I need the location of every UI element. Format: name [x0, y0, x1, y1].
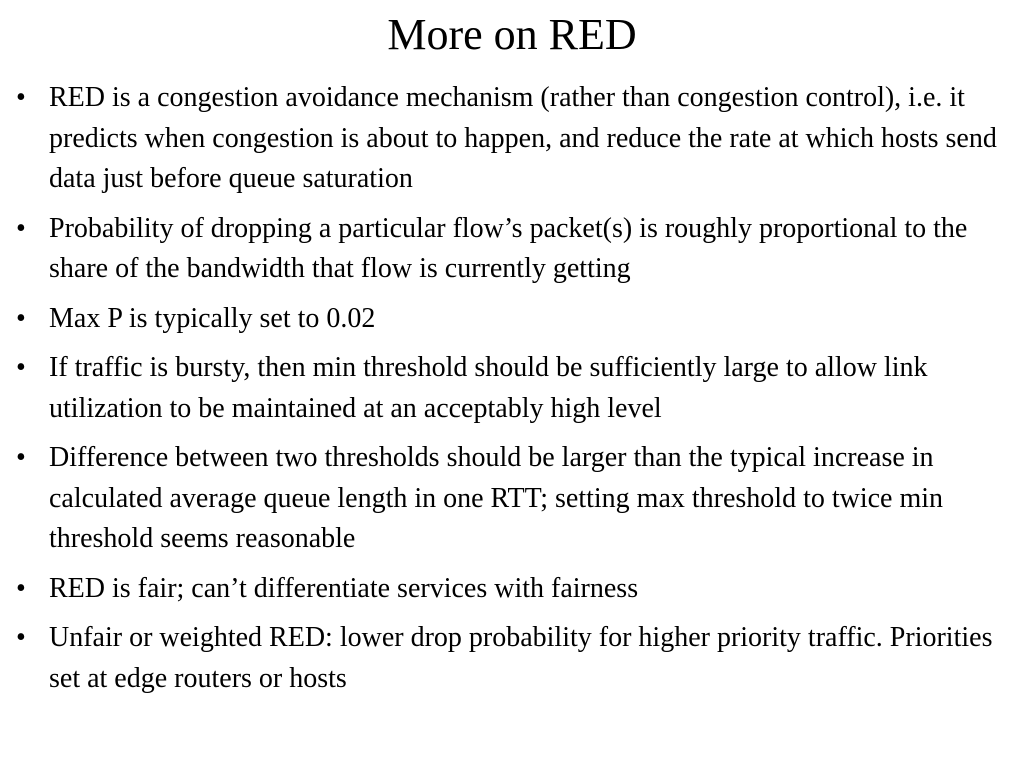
bullet-marker: •: [16, 442, 26, 473]
bullet-marker: •: [16, 302, 26, 334]
bullet-item: [0, 348, 1024, 429]
bullet-text: Unfair or weighted RED: lower drop probability for higher priority traffic. Priorities set at edge routers or hosts: [49, 622, 993, 694]
bullet-text: If traffic is bursty, then min threshold should be sufficiently large to allow link utilization to be maintained at an acceptably high level: [49, 352, 928, 424]
bullet-item: [0, 618, 1024, 699]
bullet-marker: •: [16, 82, 26, 113]
bullet-marker: •: [16, 212, 26, 244]
bullet-item: [0, 78, 1024, 200]
bullet-item: [0, 299, 1024, 340]
bullet-list: [0, 78, 1024, 708]
bullet-marker: •: [16, 572, 26, 604]
bullet-text: Probability of dropping a particular flow’s packet(s) is roughly proportional to the share of the bandwidth that flow is currently getting: [49, 212, 968, 284]
bullet-item: [0, 209, 1024, 290]
bullet-item: [0, 569, 1024, 610]
bullet-text: RED is a congestion avoidance mechanism (rather than congestion control), i.e. it predicts when congestion is about to happen, and reduce the rate at which hosts send data just before queue saturation: [49, 82, 997, 194]
bullet-text: Difference between two thresholds should be larger than the typical increase in calculated average queue length in one RTT; setting max threshold to twice min threshold seems reasonable: [49, 442, 944, 554]
slide-title: More on RED: [387, 10, 637, 59]
bullet-text: RED is fair; can’t differentiate services with fairness: [49, 572, 639, 604]
bullet-marker: •: [16, 352, 26, 383]
bullet-item: [0, 438, 1024, 560]
bullet-marker: •: [16, 622, 26, 653]
bullet-text: Max P is typically set to 0.02: [49, 302, 376, 334]
